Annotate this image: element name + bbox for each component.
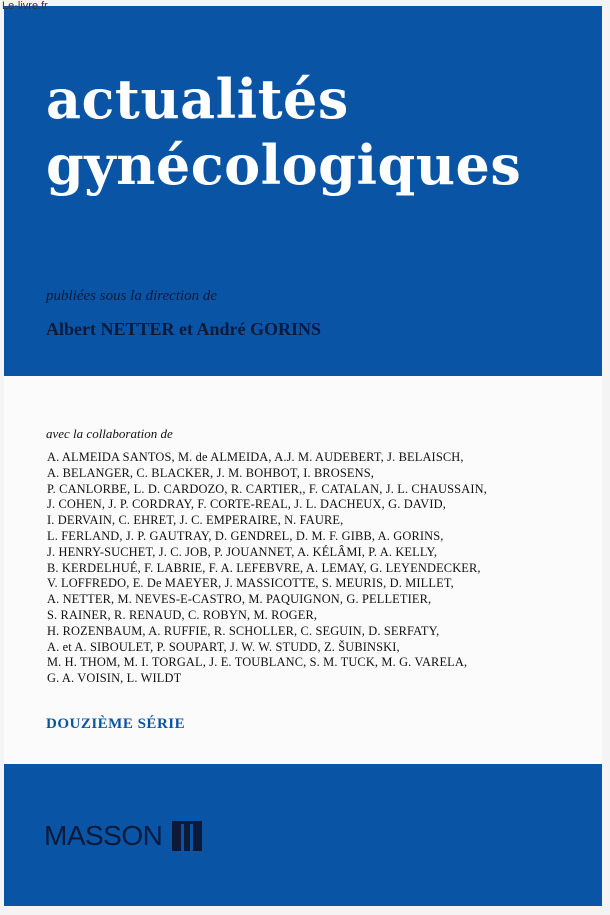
collaborator-line: A. et A. SIBOULET, P. SOUPART, J. W. W. STUDD, Z. ŠUBINSKI, (47, 639, 400, 654)
publisher-logo-icon (172, 821, 202, 851)
top-blue-band (4, 6, 602, 376)
collaborator-line: V. LOFFREDO, E. De MAEYER, J. MASSICOTTE, S. MEURIS, D. MILLET, (47, 576, 454, 591)
editors: Albert NETTER et André GORINS (46, 319, 322, 339)
bottom-blue-band (4, 764, 602, 906)
collaborator-line: P. CANLORBE, L. D. CARDOZO, R. CARTIER,, F. CATALAN, J. L. CHAUSSAIN, (47, 481, 487, 496)
collaborators-list (47, 450, 567, 687)
title-line-1: actualités (46, 67, 349, 131)
title-line-2: gynécologiques (46, 133, 522, 197)
collaborator-line: J. COHEN, J. P. CORDRAY, F. CORTE-REAL, J. L. DACHEUX, G. DAVID, (47, 497, 447, 512)
collaborator-line: G. A. VOISIN, L. WILDT (47, 671, 182, 686)
book-title (46, 66, 521, 198)
collaborator-line: M. H. THOM, M. I. TORGAL, J. E. TOUBLANC, S. M. TUCK, M. G. VARELA, (47, 655, 468, 670)
series-label: DOUZIÈME SÉRIE (46, 716, 186, 732)
publisher-name: MASSON (44, 820, 163, 851)
editors-intro: publiées sous la direction de (46, 288, 218, 304)
collaboration-intro: avec la collaboration de (46, 426, 173, 441)
collaborator-line: S. RAINER, R. RENAUD, C. ROBYN, M. ROGER, (47, 607, 318, 622)
collaborator-line: A. ALMEIDA SANTOS, M. de ALMEIDA, A.J. M. AUDEBERT, J. BELAISCH, (47, 450, 464, 464)
book-cover (4, 6, 602, 906)
publisher-block (44, 820, 202, 852)
collaborator-line: B. KERDELHUÉ, F. LABRIE, F. A. LEFEBVRE, A. LEMAY, G. LEYENDECKER, (47, 560, 481, 575)
collaborator-line: J. HENRY-SUCHET, J. C. JOB, P. JOUANNET, A. KÉLÂMI, P. A. KELLY, (47, 544, 438, 559)
collaborator-line: I. DERVAIN, C. EHRET, J. C. EMPERAIRE, N. FAURE, (47, 513, 344, 528)
collaborator-line: H. ROZENBAUM, A. RUFFIE, R. SCHOLLER, C. SEGUIN, D. SERFATY, (47, 623, 440, 638)
collaborator-line: L. FERLAND, J. P. GAUTRAY, D. GENDREL, D. M. F. GIBB, A. GORINS, (47, 528, 444, 543)
watermark: Le-livre.fr (2, 0, 48, 12)
collaborator-line: A. BELANGER, C. BLACKER, J. M. BOHBOT, I. BROSENS, (47, 465, 375, 480)
collaborator-line: A. NETTER, M. NEVES-E-CASTRO, M. PAQUIGNON, G. PELLETIER, (47, 592, 432, 607)
